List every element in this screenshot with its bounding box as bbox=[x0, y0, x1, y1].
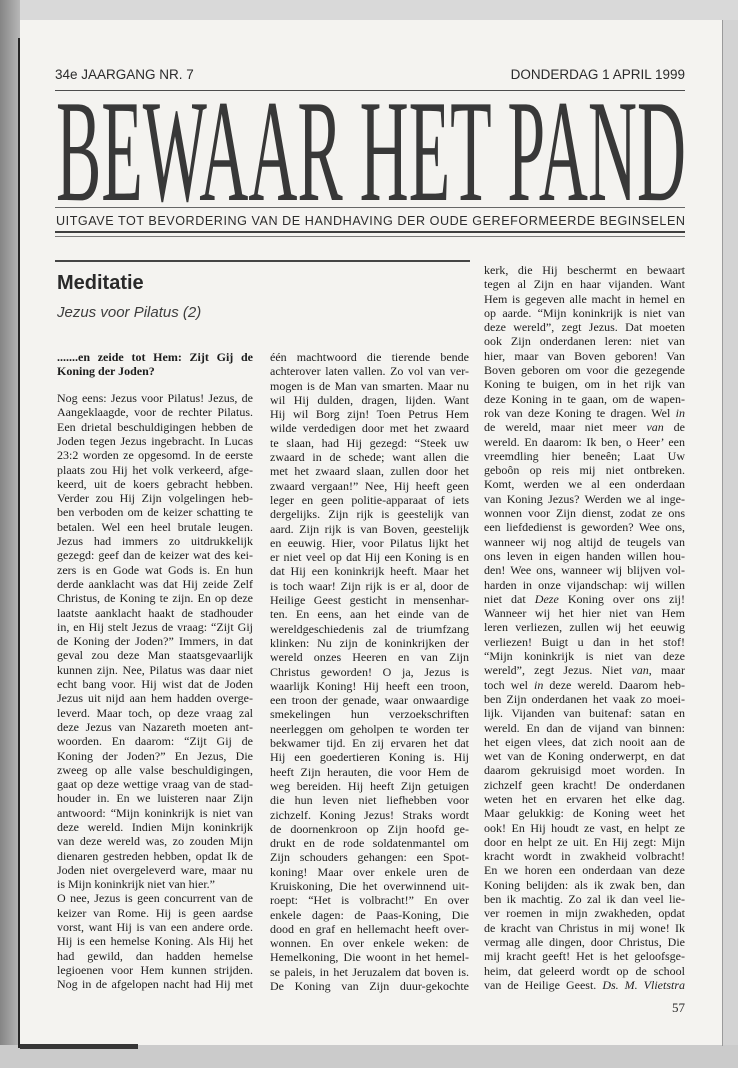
text-line: deze wereld”, zegt Jezus. Dat moeten bbox=[484, 320, 685, 335]
text-line: wonnen. En over enkele weken: de bbox=[270, 936, 469, 951]
emphasis-text: Deze bbox=[534, 591, 559, 606]
text-line: ook Zijn onderdanen leren: niet van bbox=[484, 334, 685, 349]
text-segment: Koning over ons zij! bbox=[558, 591, 686, 606]
lead-line: .......en zeide tot Hem: Zijt Gij de bbox=[57, 350, 253, 364]
emphasis-text: in bbox=[534, 677, 544, 692]
text-line: door en helpt ze uit. En Hij zegt: Mijn bbox=[484, 834, 685, 849]
text-column-2 bbox=[270, 350, 469, 993]
text-line: Heilige Geest gesticht in mensenhar- bbox=[270, 593, 469, 608]
text-line: Koning der Joden?” En Jezus, Die bbox=[57, 748, 253, 763]
section-heading: Meditatie bbox=[57, 272, 144, 294]
text-line: die hun leven niet liefhebben voor bbox=[270, 793, 469, 808]
text-line: Wanneer wij het hier niet van Hem bbox=[484, 606, 685, 621]
text-line: legioenen voor Hem kunnen strijden. bbox=[57, 962, 253, 977]
text-segment: deze wereld. Daarom heb- bbox=[543, 677, 685, 692]
text-line: Zijn schouders gehangen: een Spot- bbox=[270, 850, 469, 865]
text-line: Hij is een hemelse Koning. Als Hij het bbox=[57, 934, 253, 949]
lead-line: Koning der Joden? bbox=[57, 364, 155, 379]
text-line: wilde verdedigen door met het zwaard bbox=[270, 421, 469, 436]
text-line: derde aanklacht was dat Hij zeide Zelf bbox=[57, 576, 253, 591]
text-line: Hij een goedertieren Koning is. Hij bbox=[270, 750, 469, 765]
masthead-subtitle-text: UITGAVE TOT BEVORDERING VAN DE HANDHAVING DER OUDE GEREFORMEERDE BEGINSELEN bbox=[56, 214, 685, 228]
text-line: aard. Zijn rijk is van Boven, geestelijk bbox=[270, 521, 469, 536]
text-line: ten. En eens, aan het einde van de bbox=[270, 607, 469, 622]
text-line: de kracht van Christus in mij wone! Ik bbox=[484, 920, 685, 935]
text-column-1 bbox=[57, 350, 253, 992]
text-segment: wereld”, zegt Jezus. Niet bbox=[484, 663, 632, 678]
text-line: daarom gekruisigd moet worden. In bbox=[484, 763, 685, 778]
text-line: enkele dagen: de Paas-Koning, Die bbox=[270, 907, 469, 922]
text-line: ben ik machtig. Zo zal ik dan veel lie- bbox=[484, 892, 685, 907]
text-line: keerd, uit de koers gebracht hebben. bbox=[57, 476, 253, 491]
text-line: het eigen vlees, dat zich nooit aan de bbox=[484, 734, 685, 749]
text-line: geval zou deze Man staatsgevaarlijk bbox=[57, 648, 253, 663]
text-line: kerk, die Hij beschermt en bewaart bbox=[484, 263, 685, 277]
text-line: ver roemen in mijn zwakheden, opdat bbox=[484, 906, 685, 921]
page-number: 57 bbox=[672, 1000, 685, 1015]
text-line: Christus geworden! O ja, Jezus is bbox=[270, 664, 469, 679]
text-line: dood en graf en hellemacht heeft over- bbox=[270, 921, 469, 936]
text-line: dat Hij een koninkrijk heeft. Maar het bbox=[270, 564, 469, 579]
dateline bbox=[55, 67, 685, 83]
text-line: weg bereiden. Hij heeft Zijn getuigen bbox=[270, 778, 469, 793]
emphasis-text: van bbox=[631, 663, 649, 678]
text-line: weten het en ervaren het elke dag. bbox=[484, 791, 685, 806]
text-line: betalen. Wel een heel brutale leugen. bbox=[57, 519, 253, 534]
section-rule bbox=[55, 260, 470, 262]
scan-border-left bbox=[0, 0, 20, 1068]
text-line: De Koning van Zijn duur-gekochte bbox=[270, 979, 469, 994]
text-line bbox=[484, 592, 685, 606]
text-line: hier, maar van Boven geboren! Van bbox=[484, 348, 685, 363]
text-line: geboôn op reis mij niet ontbreken. bbox=[484, 463, 685, 478]
text-line: wereld onzes Heeren en van Zijn bbox=[270, 650, 469, 665]
text-line: Hemelkoning, Die woont in het hemel- bbox=[270, 950, 469, 965]
text-line: wereld. En dan de vijand van binnen: bbox=[484, 720, 685, 735]
text-line: keizer van Rome. Hij is geen aardse bbox=[57, 905, 253, 920]
text-line: gaat op deze wettige vraag van de stad- bbox=[57, 777, 253, 792]
text-line: Maar gelukkig: de Koning weet het bbox=[484, 806, 685, 821]
text-line: Joden tegen Jezus ingebracht. In Lucas bbox=[57, 433, 253, 448]
text-line: Komt, werden we al een onderdaan bbox=[484, 477, 685, 492]
text-line: wanneer wij nog altijd de teugels van bbox=[484, 534, 685, 549]
text-line: kracht wordt in zwakheid volbracht! bbox=[484, 849, 685, 864]
text-segment: van de Heilige Geest. bbox=[484, 977, 603, 992]
text-line: in, en Hij stelt Jezus de vraag: “Zijt Gij bbox=[57, 619, 253, 634]
text-line: plaats zou Hij het volk verkeerd, afge- bbox=[57, 462, 253, 477]
subtitle-rule-lower bbox=[55, 236, 685, 237]
text-line: “Mijn koninkrijk is niet van deze bbox=[484, 649, 685, 664]
text-line: harden in onze vijandschap: wij willen bbox=[484, 577, 685, 592]
text-line: Hem is gegeven alle macht in hemel en bbox=[484, 291, 685, 306]
text-line: deze Jezus van Nazareth moeten ant- bbox=[57, 719, 253, 734]
text-line: Christus, de Koning te zijn. En op deze bbox=[57, 591, 253, 606]
masthead-title bbox=[55, 96, 687, 206]
text-line: is toch waar! Zijn rijk is er al, door de bbox=[270, 578, 469, 593]
text-line: leger en geen politie-apparaat of iets bbox=[270, 492, 469, 507]
text-line: ben Zijn onderdanen het vaak zo moei- bbox=[484, 691, 685, 706]
text-line: zers is en Gode wat Gods is. En hun bbox=[57, 562, 253, 577]
text-line: vermag alle dingen, door Christus, Die bbox=[484, 934, 685, 949]
text-line: ons leven in eigen handen willen hou- bbox=[484, 548, 685, 563]
text-line: een liefdedienst is geworden? Wee ons, bbox=[484, 520, 685, 535]
text-line: En we horen een onderdaan van deze bbox=[484, 863, 685, 878]
text-line: koning! Maar over enkele uren de bbox=[270, 864, 469, 879]
text-line: heim, dat geleerd wordt op de school bbox=[484, 963, 685, 978]
scan-border-right bbox=[722, 20, 723, 1046]
text-line: zwaard in de schede; want allen die bbox=[270, 450, 469, 465]
text-line: zichzelf geen kracht! De onderdanen bbox=[484, 777, 685, 792]
text-line bbox=[484, 420, 685, 434]
text-line: Jezus uit nijd aan hem hadden overge- bbox=[57, 691, 253, 706]
text-line bbox=[484, 978, 685, 992]
text-line: Nog eens: Jezus voor Pilatus! Jezus, de bbox=[57, 391, 253, 406]
text-segment: toch wel bbox=[484, 677, 535, 692]
text-segment: , maar bbox=[648, 663, 685, 678]
text-line: deze Koning in te gaan, om de wapen- bbox=[484, 391, 685, 406]
text-line bbox=[484, 678, 685, 692]
text-line: van deze wereld was, zo zouden Mijn bbox=[57, 834, 253, 849]
text-line: een troon der genade, waar onwaardige bbox=[270, 693, 469, 708]
text-line: waarlijk Koning! Hij heeft een troon, bbox=[270, 678, 469, 693]
text-line: te slaan, had Hij gezegd: “Steek uw bbox=[270, 435, 469, 450]
emphasis-text: Ds. M. Vlietstra bbox=[602, 977, 686, 992]
text-line: de doornenkroon op Zijn hoofd ge- bbox=[270, 821, 469, 836]
text-line: Boven geboren om voor die gezegende bbox=[484, 363, 685, 378]
emphasis-text: in bbox=[675, 405, 685, 420]
text-line: woorden. En daarom: “Zijt Gij de bbox=[57, 734, 253, 749]
text-line: Koning belijden: als ik zwak ben, dan bbox=[484, 877, 685, 892]
text-line: vorst, want Hij is van een andere orde. bbox=[57, 920, 253, 935]
text-line: wereld. En daarom: Ik ben, o Heer’ een bbox=[484, 434, 685, 449]
text-line: de Koning der Joden?” Immers, in dat bbox=[57, 634, 253, 649]
text-line: één machtwoord die tierende bende bbox=[270, 350, 469, 364]
text-line: Verder zou Hij Zijn volgelingen heb- bbox=[57, 491, 253, 506]
text-line: Koning te buigen, om in het rijk van bbox=[484, 377, 685, 392]
text-segment: de bbox=[663, 420, 686, 435]
text-line: mij kracht geeft! Het is het geloofsge- bbox=[484, 949, 685, 964]
text-line: laatste aanklacht haakt de stadhouder bbox=[57, 605, 253, 620]
text-line: echt bang voor. Hij wist dat de Joden bbox=[57, 677, 253, 692]
text-line: tegen al Zijn en haar vijanden. Want bbox=[484, 277, 685, 292]
masthead-subtitle bbox=[55, 212, 687, 230]
text-line: verliezen! Buigt u dan in het stof! bbox=[484, 634, 685, 649]
text-line: bekwamer tijd. En zij ervaren het dat bbox=[270, 736, 469, 751]
text-line: Kruiskoning, Die het overwinnend uit- bbox=[270, 878, 469, 893]
text-line: en eeuwig. Hier, voor Pilatus lijkt het bbox=[270, 535, 469, 550]
text-line: klinken: Nu zijn de koninkrijken der bbox=[270, 635, 469, 650]
text-line: Hij wil Borg zijn! Toen Petrus Hem bbox=[270, 407, 469, 422]
text-line: gezegd: geef dan de keizer wat des kei- bbox=[57, 548, 253, 563]
text-line: achterover laten vallen. Zo vol van ver- bbox=[270, 364, 469, 379]
text-line: mogen is de Man van smarten. Maar nu bbox=[270, 378, 469, 393]
masthead-title-text: BEWAAR HET PAND bbox=[56, 96, 686, 206]
text-line: leren verliezen, zullen wij het eeuwig bbox=[484, 620, 685, 635]
text-line: wil Hij dulden, dragen, lijden. Want bbox=[270, 392, 469, 407]
text-line bbox=[484, 663, 685, 677]
text-line: neerleggen om geholpen te worden ter bbox=[270, 721, 469, 736]
text-line: wet van de Koning onderwerpt, en dat bbox=[484, 749, 685, 764]
text-line: dergelijks. Zijn rijk is geestelijk van bbox=[270, 507, 469, 522]
text-line: smekelingen hun verzoekschriften bbox=[270, 707, 469, 722]
text-line: met het zwaard slaan, zullen door het bbox=[270, 464, 469, 479]
text-line: dienaren gestreden hebben, opdat Ik de bbox=[57, 848, 253, 863]
text-line: zichzelf. Koning Jezus! Straks wordt bbox=[270, 807, 469, 822]
text-column-3 bbox=[484, 263, 685, 992]
text-line: vreemdling hier beneên; Laat Uw bbox=[484, 448, 685, 463]
scan-bottom-bar bbox=[20, 1044, 138, 1049]
volume-number: 34e JAARGANG NR. 7 bbox=[55, 67, 194, 82]
text-line: op aarde. “Mijn koninkrijk is niet van bbox=[484, 305, 685, 320]
text-line: is Mijn koninkrijk niet van hier.” bbox=[57, 877, 215, 892]
text-line: van Koning Jezus? Werden we al inge- bbox=[484, 491, 685, 506]
scan-border-top bbox=[0, 0, 738, 20]
text-line: wonnen voor Zijn dienst, zodat ze ons bbox=[484, 506, 685, 521]
text-line: Nog in de afgelopen nacht had Hij met bbox=[57, 977, 253, 992]
issue-date: DONDERDAG 1 APRIL 1999 bbox=[510, 67, 685, 82]
text-segment: rok van deze Koning te dragen. Wel bbox=[484, 405, 676, 420]
text-line bbox=[484, 406, 685, 420]
text-segment: niet dat bbox=[484, 591, 535, 606]
emphasis-text: van bbox=[646, 420, 664, 435]
text-segment: de wereld, maar niet meer bbox=[484, 420, 647, 435]
text-line: heeft Zijn herauten, die voor Hem de bbox=[270, 764, 469, 779]
text-line: deze wereld. Indien Mijn koninkrijk bbox=[57, 820, 253, 834]
page-edge-shadow bbox=[18, 38, 20, 1048]
text-line: zwaard vergaan!” Nee, Hij heeft geen bbox=[270, 478, 469, 493]
text-line: den! Wee ons, wanneer wij blijven vol- bbox=[484, 563, 685, 578]
text-line: zweeg op alle valse beschuldigingen, bbox=[57, 762, 253, 777]
text-line: se paleis, in het Jeruzalem dat boven is. bbox=[270, 964, 469, 979]
text-line: Aangeklaagde, voor de rechter Pilatus. bbox=[57, 405, 253, 420]
lead-quote bbox=[57, 350, 253, 379]
text-line: drukt en de rode soldatenmantel om bbox=[270, 836, 469, 851]
text-line: antwoord: “Mijn koninkrijk is niet van bbox=[57, 805, 253, 820]
dateline-rule bbox=[55, 90, 685, 91]
text-line: ben verboden om de keizer schatting te bbox=[57, 505, 253, 520]
text-line: lijk. Vijanden van buitenaf: satan en bbox=[484, 706, 685, 721]
text-line: Joden niet overgeleverd ware, maar nu bbox=[57, 862, 253, 877]
text-line: houder in. En we luisteren naar Zijn bbox=[57, 791, 253, 806]
text-line: leverd. Maar toch, op deze vraag zal bbox=[57, 705, 253, 720]
text-line: Een drietal beschuldigingen hebben de bbox=[57, 419, 253, 434]
text-line: Jezus had immers zo uitdrukkelijk bbox=[57, 534, 253, 549]
subtitle-rule-upper bbox=[55, 231, 685, 233]
text-line: er niet veel op dat Hij een Koning is en bbox=[270, 550, 469, 565]
article-title: Jezus voor Pilatus (2) bbox=[57, 304, 202, 321]
text-line: wereldgeschiedenis zal de triumfzang bbox=[270, 621, 469, 636]
text-line: roept: “Het is volbracht!” En over bbox=[270, 893, 469, 908]
text-line: 23:2 worden ze opgesomd. In de eerste bbox=[57, 448, 253, 463]
title-rule bbox=[55, 207, 685, 208]
text-line: O nee, Jezus is geen concurrent van de bbox=[57, 891, 253, 906]
text-line: had gewild, dan hadden hemelse bbox=[57, 948, 253, 963]
text-line: kunnen zijn. Nee, Pilatus was daar niet bbox=[57, 662, 253, 677]
text-line: ook! En Hij houdt ze vast, en helpt ze bbox=[484, 820, 685, 835]
